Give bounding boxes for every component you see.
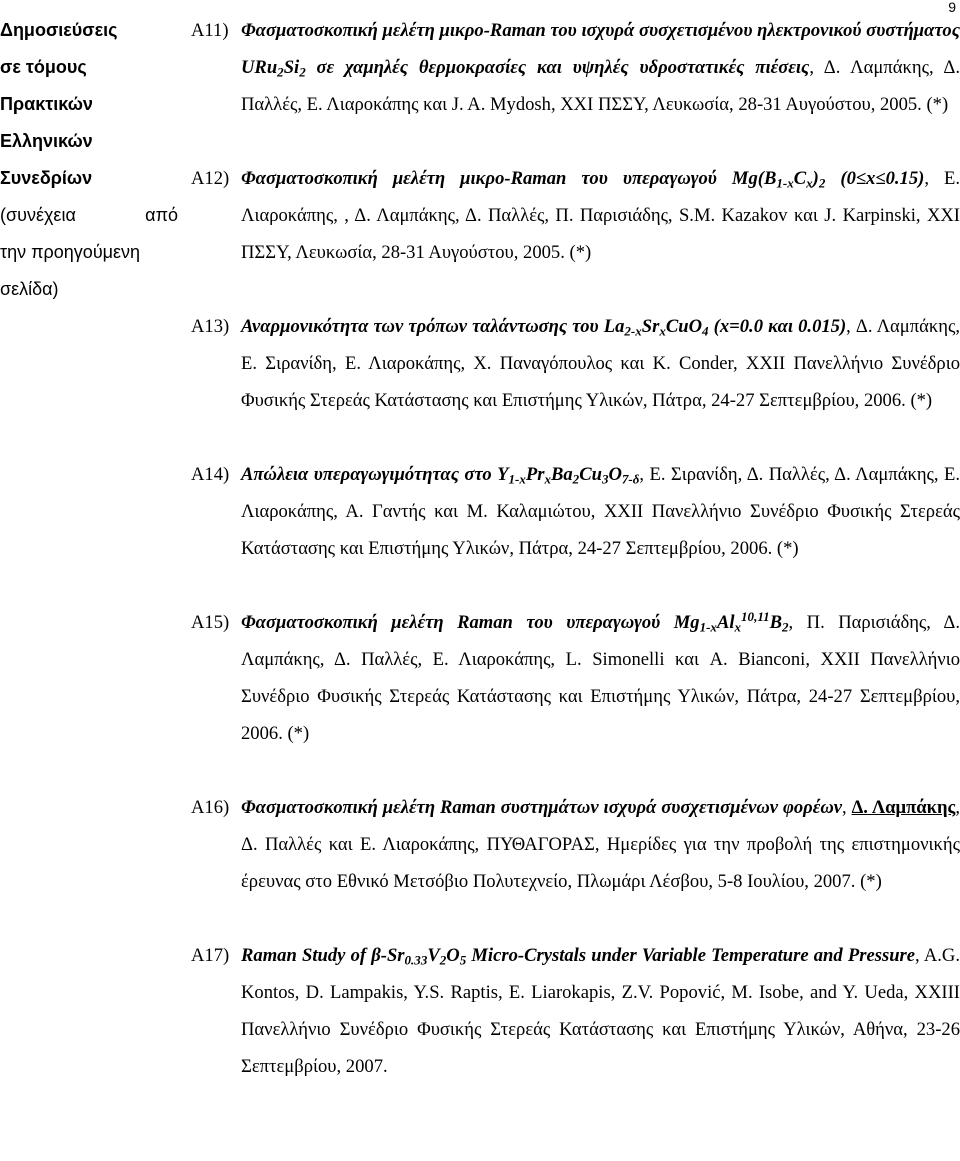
entry-authors-venue: , Δ. Παλλές και Ε. Λιαροκάπης, ΠΥΘΑΓΟΡΑΣ, Ημερίδες για την προβολή της επιστημονικής έρευνας στο Εθνικό Μετσόβιο Πολυτεχνείο, Πλωμάρι Λέσβου, 5-8 Ιουλίου, 2007. (*)	[241, 797, 960, 892]
publication-entry-a12	[191, 160, 960, 271]
entry-authors-venue: , Ε. Λιαροκάπης, , Δ. Λαμπάκης, Δ. Παλλές, Π. Παρισιάδης, S.M. Kazakov και J. Karpinski, XXI ΠΣΣΥ, Λευκωσία, 28-31 Αυγούστου, 2005. (*)	[241, 168, 960, 263]
sidebar-title-line-3: Πρακτικών	[0, 94, 93, 114]
sidebar-title-line-5: Συνεδρίων	[0, 168, 93, 188]
entry-separator: ,	[842, 797, 852, 818]
publication-entry-a17	[191, 937, 960, 1085]
entry-authors-venue: , A.G. Kontos, D. Lampakis, Y.S. Raptis, E. Liarokapis, Z.V. Popović, M. Isobe, and Y. Ueda, XXIII Πανελλήνιο Συνέδριο Φυσικής Στερεάς Κατάστασης και Επιστήμης Υλικών, Αθήνα, 23-26 Σεπτεμβρίου, 2007.	[241, 945, 960, 1077]
entry-authors-venue: , Δ. Λαμπάκης, Ε. Σιρανίδη, Ε. Λιαροκάπης, Χ. Παναγόπουλος και K. Conder, XXII Πανελλήνιο Συνέδριο Φυσικής Στερεάς Κατάστασης και Επιστήμης Υλικών, Πάτρα, 24-27 Σεπτεμβρίου, 2006. (*)	[241, 316, 960, 411]
publication-entry-a11	[191, 12, 960, 123]
entry-title: Φασματοσκοπική μελέτη Raman του υπεραγωγού $Mg_{1-x}Al_x^{10,11}B_2$	[241, 608, 789, 635]
sidebar	[0, 12, 178, 308]
entry-label: A16)	[191, 797, 230, 818]
entry-label: A14)	[191, 464, 230, 485]
entry-label: A12)	[191, 168, 230, 189]
entry-authors-venue: , Ε. Σιρανίδη, Δ. Παλλές, Δ. Λαμπάκης, Ε. Λιαροκάπης, Α. Γαντής και Μ. Καλαμιώτου, XXII Πανελλήνιο Συνέδριο Φυσικής Στερεάς Κατάστασης και Επιστήμης Υλικών, Πάτρα, 24-27 Σεπτεμβρίου, 2006. (*)	[241, 464, 960, 559]
entry-authors-venue: , Π. Παρισιάδης, Δ. Λαμπάκης, Δ. Παλλές, Ε. Λιαροκάπης, L. Simonelli και A. Bianconi, XXII Πανελλήνιο Συνέδριο Φυσικής Στερεάς Κατάστασης και Επιστήμης Υλικών, Πάτρα, 24-27 Σεπτεμβρίου, 2006. (*)	[241, 612, 960, 744]
sidebar-title-line-4: Ελληνικών	[0, 131, 93, 151]
sidebar-continuation-word-2: από	[145, 205, 178, 225]
entry-label: A17)	[191, 945, 230, 966]
sidebar-continuation-line-3: σελίδα)	[0, 279, 59, 299]
publication-entry-a15	[191, 604, 960, 752]
sidebar-continuation-line-2: την προηγούμενη	[0, 242, 141, 262]
publication-entry-a14	[191, 456, 960, 567]
entry-title: Απώλεια υπεραγωγιμότητας στο $Y_{1-x}Pr_xBa_2Cu_3O_{7-\delta}$	[241, 464, 640, 487]
page-number: 9	[948, 0, 956, 15]
publication-list	[191, 12, 960, 1122]
entry-title: Φασματοσκοπική μελέτη μικρο-Raman του υπεραγωγού $Mg(B_{1-x}C_x)_2$ (0≤x≤0.15)	[241, 168, 925, 191]
entry-highlighted-author: Δ. Λαμπάκης	[851, 797, 956, 818]
entry-label: A13)	[191, 316, 230, 337]
entry-label: A11)	[191, 20, 229, 41]
sidebar-title-line-2: σε τόμους	[0, 57, 87, 77]
sidebar-continuation-word-1: (συνέχεια	[0, 205, 76, 225]
entry-authors-venue: , Δ. Λαμπάκης, Δ. Παλλές, Ε. Λιαροκάπης και J. A. Mydosh, XXI ΠΣΣΥ, Λευκωσία, 28-31 Αυγούστου, 2005. (*)	[241, 57, 960, 115]
entry-title: Raman Study of $\beta-Sr_{0.33}V_2O_5$ Micro-Crystals under Variable Temperature and Pressure	[241, 945, 916, 968]
entry-title: Αναρμονικότητα των τρόπων ταλάντωσης του $La_{2-x}Sr_xCuO_4$ (x=0.0 και 0.015)	[241, 316, 847, 339]
sidebar-title-line-1: Δημοσιεύσεις	[0, 20, 118, 40]
entry-title: Φασματοσκοπική μελέτη μικρο-Raman του ισχυρά συσχετισμένου ηλεκτρονικού συστήματος $URu_2Si_2$ σε χαμηλές θερμοκρασίες και υψηλές υδροστατικές πιέσεις	[241, 20, 960, 80]
publication-entry-a16	[191, 789, 960, 900]
sidebar-continuation-line-1	[0, 197, 178, 234]
entry-title: Φασματοσκοπική μελέτη Raman συστημάτων ισχυρά συσχετισμένων φορέων	[241, 797, 843, 818]
publication-entry-a13	[191, 308, 960, 419]
entry-label: A15)	[191, 612, 230, 633]
